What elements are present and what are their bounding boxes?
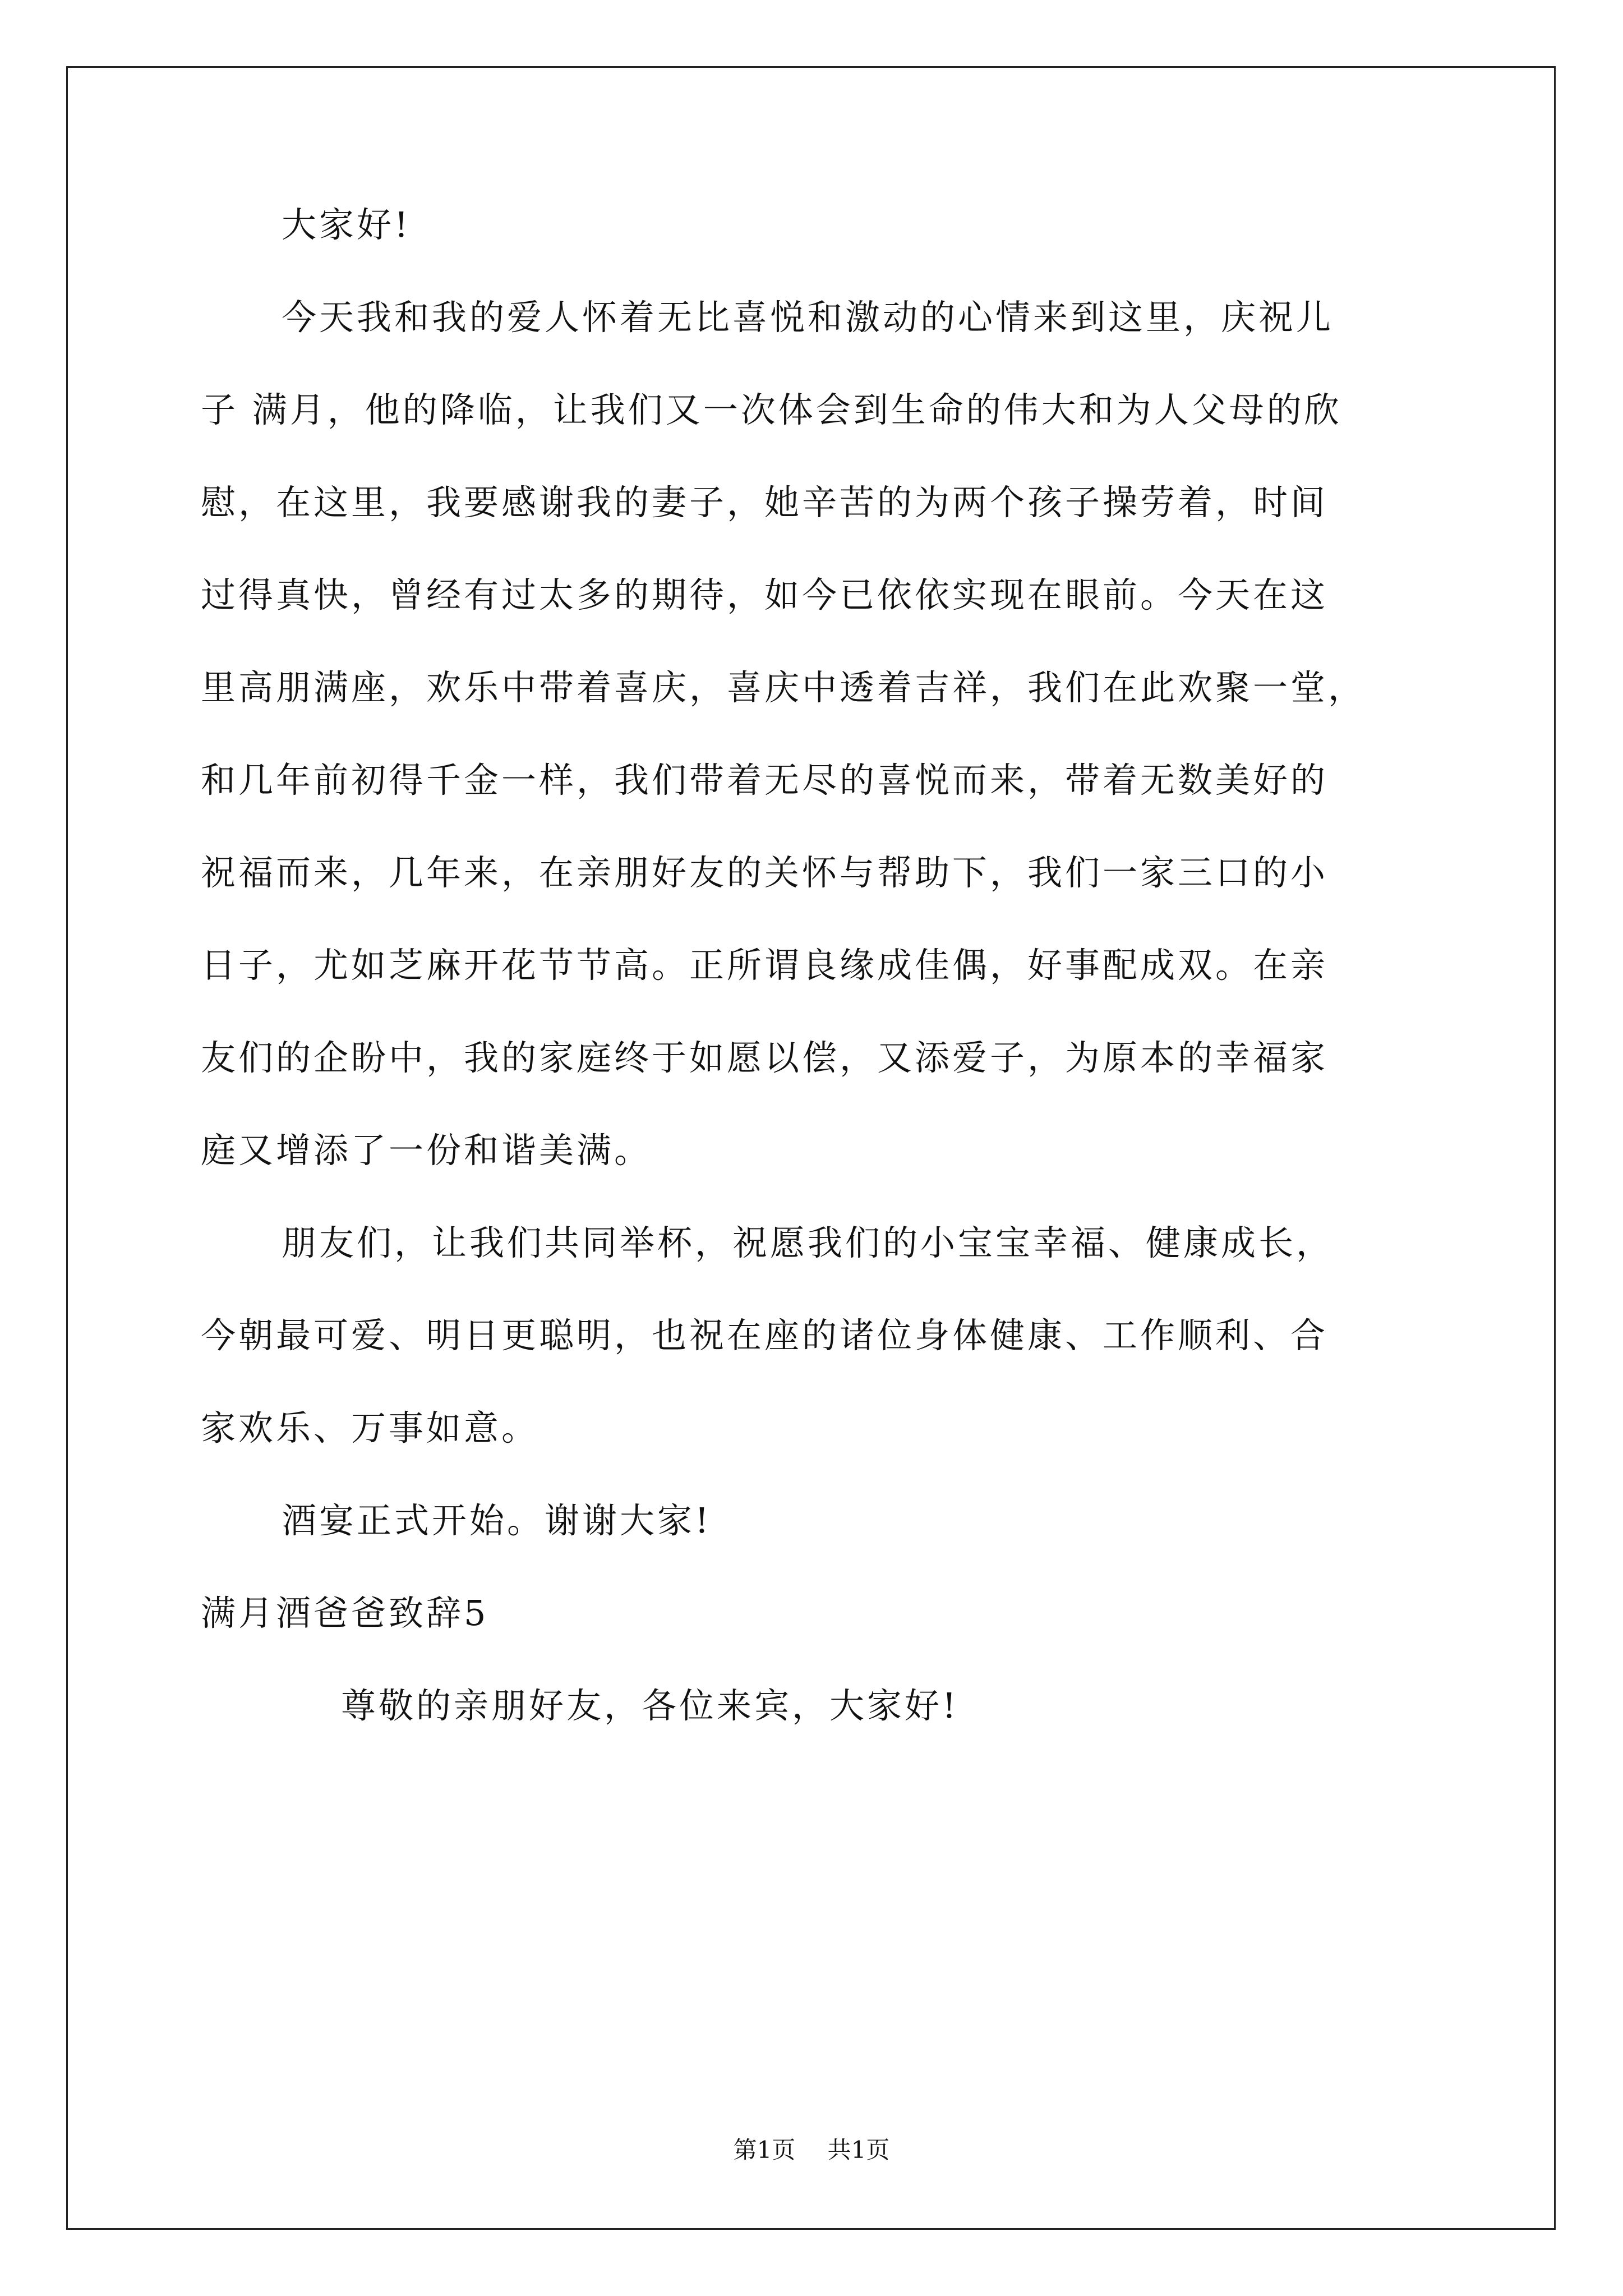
paragraph-line: 慰，在这里，我要感谢我的妻子，她辛苦的为两个孩子操劳着，时间 (201, 482, 1329, 523)
greeting-line: 大家好! (282, 204, 411, 245)
section-heading: 满月酒爸爸致辞5 (201, 1593, 489, 1634)
paragraph-line: 日子，尤如芝麻开花节节高。正所谓良缘成佳偶，好事配成双。在亲 (201, 945, 1329, 986)
page-footer (0, 2132, 1623, 2165)
paragraph-line: 庭又增添了一份和谐美满。 (201, 1130, 652, 1171)
closing-line: 酒宴正式开始。谢谢大家! (282, 1500, 712, 1541)
paragraph-line: 朋友们，让我们共同举杯，祝愿我们的小宝宝幸福、健康成长， (282, 1222, 1334, 1263)
paragraph-line: 和几年前初得千金一样，我们带着无尽的喜悦而来，带着无数美好的 (201, 760, 1329, 800)
paragraph-line: 今天我和我的爱人怀着无比喜悦和激动的心情来到这里，庆祝儿 (282, 297, 1334, 338)
paragraph-line: 里高朋满座，欢乐中带着喜庆，喜庆中透着吉祥，我们在此欢聚一堂， (201, 667, 1366, 708)
paragraph-line: 子 满月，他的降临，让我们又一次体会到生命的伟大和为人父母的欣 (201, 389, 1342, 430)
paragraph-line: 祝福而来，几年来，在亲朋好友的关怀与帮助下，我们一家三口的小 (201, 852, 1329, 893)
paragraph-line: 今朝最可爱、明日更聪明，也祝在座的诸位身体健康、工作顺利、合 (201, 1315, 1329, 1356)
paragraph-line: 友们的企盼中，我的家庭终于如愿以偿，又添爱子，为原本的幸福家 (201, 1037, 1329, 1078)
salutation-line: 尊敬的亲朋好友，各位来宾，大家好! (341, 1685, 959, 1726)
paragraph-line: 过得真快，曾经有过太多的期待，如今已依依实现在眼前。今天在这 (201, 574, 1329, 615)
page-number: 第1页 (733, 2136, 796, 2164)
paragraph-line: 家欢乐、万事如意。 (201, 1407, 540, 1448)
page-total: 共1页 (827, 2136, 890, 2164)
